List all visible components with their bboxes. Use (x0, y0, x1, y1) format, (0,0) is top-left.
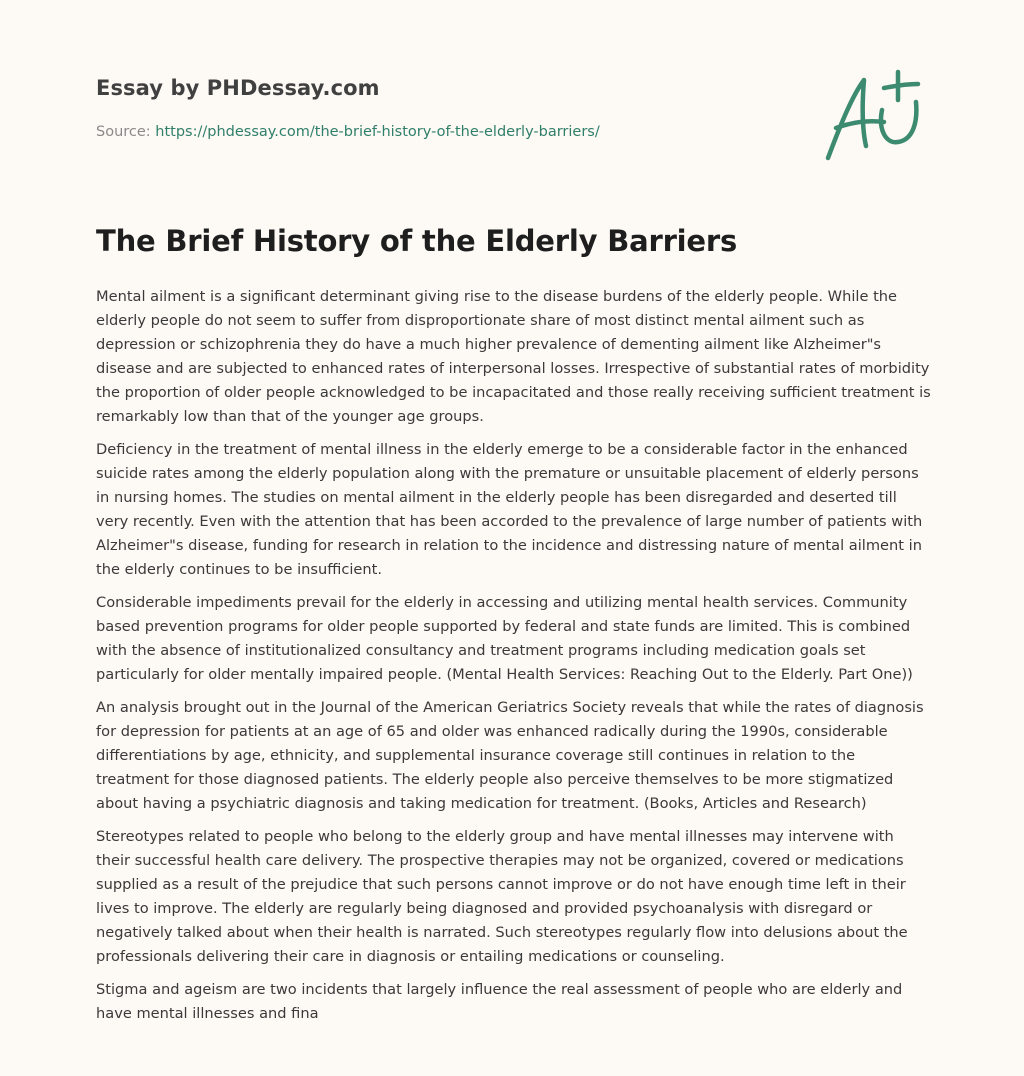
essay-title: The Brief History of the Elderly Barriers (96, 224, 738, 258)
essay-paragraph: Mental ailment is a significant determinant giving rise to the disease burdens of the elderly people. While the elderly people do not seem to suffer from disproportionate share of most distinct mental ailment such as depression or schizophrenia they do have a much higher prevalence of dementing ailment like Alzheimer"s disease and are subjected to enhanced rates of interpersonal losses. Irrespective of substantial rates of morbidity the proportion of older people acknowledged to be incapacitated and those really receiving sufficient treatment is remarkably low than that of the younger age groups. (96, 288, 931, 425)
source-link[interactable]: https://phdessay.com/the-brief-history-of-the-elderly-barriers/ (155, 124, 600, 140)
essay-paragraph: Considerable impediments prevail for the elderly in accessing and utilizing mental health services. Community based prevention programs for older people supported by federal and state funds are limited. This is combined with the absence of institutionalized consultancy and treatment programs including medication goals set particularly for older mentally impaired people. (Mental Health Services: Reaching Out to the Elderly. Part One)) (96, 594, 913, 683)
essay-paragraph: Stigma and ageism are two incidents that largely influence the real assessment of people who are elderly and have mental illnesses and fina (96, 981, 903, 1022)
essay-paragraph: Stereotypes related to people who belong to the elderly group and have mental illnesses may intervene with their successful health care delivery. The prospective therapies may not be organized, covered or medications supplied as a result of the prejudice that such persons cannot improve or do not have enough time left in their lives to improve. The elderly are regularly being diagnosed and provided psychoanalysis with disregard or negatively talked about when their health is narrated. Such stereotypes regularly flow into delusions about the professionals delivering their care in diagnosis or entailing medications or counseling. (96, 828, 908, 965)
essay-paragraph: Deficiency in the treatment of mental illness in the elderly emerge to be a considerable factor in the enhanced suicide rates among the elderly population along with the premature or unsuitable placement of elderly persons in nursing homes. The studies on mental ailment in the elderly people has been disregarded and deserted till very recently. Even with the attention that has been accorded to the prevalence of large number of patients with Alzheimer"s disease, funding for research in relation to the incidence and distressing nature of mental ailment in the elderly continues to be insufficient. (96, 441, 923, 578)
a-plus-logo-icon (818, 66, 930, 166)
source-line (96, 124, 600, 140)
essay-body (96, 285, 932, 1035)
source-label: Source: (96, 124, 151, 140)
site-brand: Essay by PHDessay.com (96, 76, 380, 100)
essay-paragraph: An analysis brought out in the Journal of the American Geriatrics Society reveals that while the rates of diagnosis for depression for patients at an age of 65 and older was enhanced radically during the 1990s, considerable differentiations by age, ethnicity, and supplemental insurance coverage still continues in relation to the treatment for those diagnosed patients. The elderly people also perceive themselves to be more stigmatized about having a psychiatric diagnosis and taking medication for treatment. (Books, Articles and Research) (96, 699, 924, 812)
